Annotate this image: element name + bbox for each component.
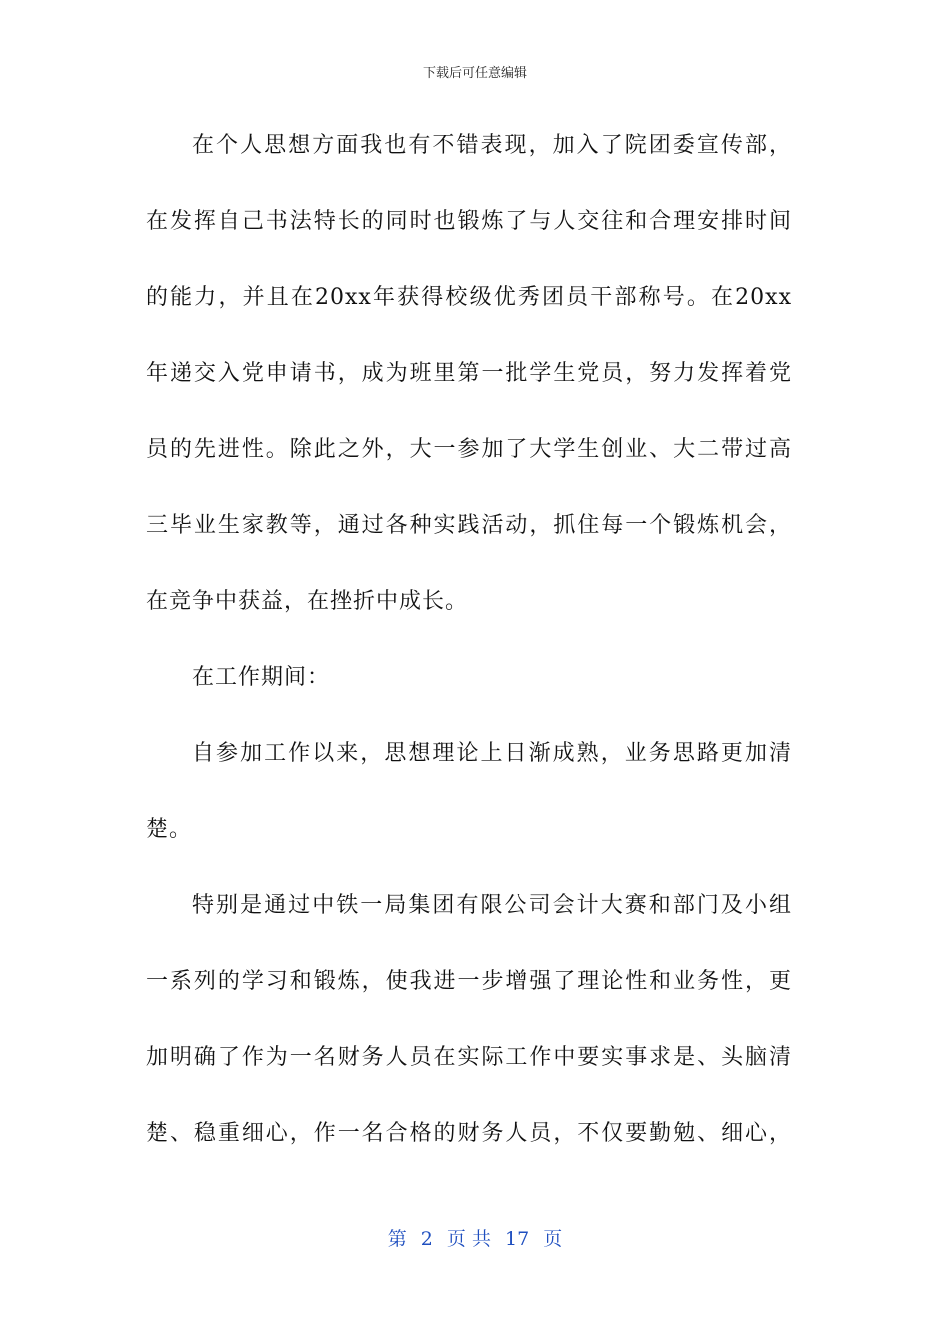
text-line: 在发挥自己书法特长的同时也锻炼了与人交往和合理安排时间 [146,209,792,234]
page-label-prefix: 第 [387,1228,407,1250]
text-line: 自参加工作以来，思想理论上日渐成熟，业务思路更加清 [192,741,792,766]
text-line: 三毕业生家教等，通过各种实践活动，抓住每一个锻炼机会， [146,513,792,538]
text-line: 加明确了作为一名财务人员在实际工作中要实事求是、头脑清 [146,1045,792,1070]
page-number: 2 [420,1228,433,1250]
text-line: 楚。 [146,817,193,842]
text-line: 年递交入党申请书，成为班里第一批学生党员，努力发挥着党 [146,361,792,386]
page-label-middle: 页 共 [446,1228,491,1250]
text-line: 在个人思想方面我也有不错表现，加入了院团委宣传部， [192,133,792,158]
total-pages: 17 [505,1228,530,1250]
page-header-note: 下载后可任意编辑 [422,66,527,81]
text-line: 一系列的学习和锻炼，使我进一步增强了理论性和业务性，更 [146,969,792,994]
text-line: 员的先进性。除此之外，大一参加了大学生创业、大二带过高 [146,437,792,462]
text-line: 的能力，并且在20xx年获得校级优秀团员干部称号。在20xx [146,285,792,310]
text-line: 特别是通过中铁一局集团有限公司会计大赛和部门及小组 [192,893,792,918]
text-line: 楚、稳重细心，作一名合格的财务人员，不仅要勤勉、细心， [146,1121,792,1146]
page-footer [0,1226,950,1252]
page-label-suffix: 页 [543,1228,563,1250]
document-body [146,126,792,1190]
text-line: 在竞争中获益，在挫折中成长。 [146,589,469,614]
section-heading: 在工作期间： [192,665,331,690]
